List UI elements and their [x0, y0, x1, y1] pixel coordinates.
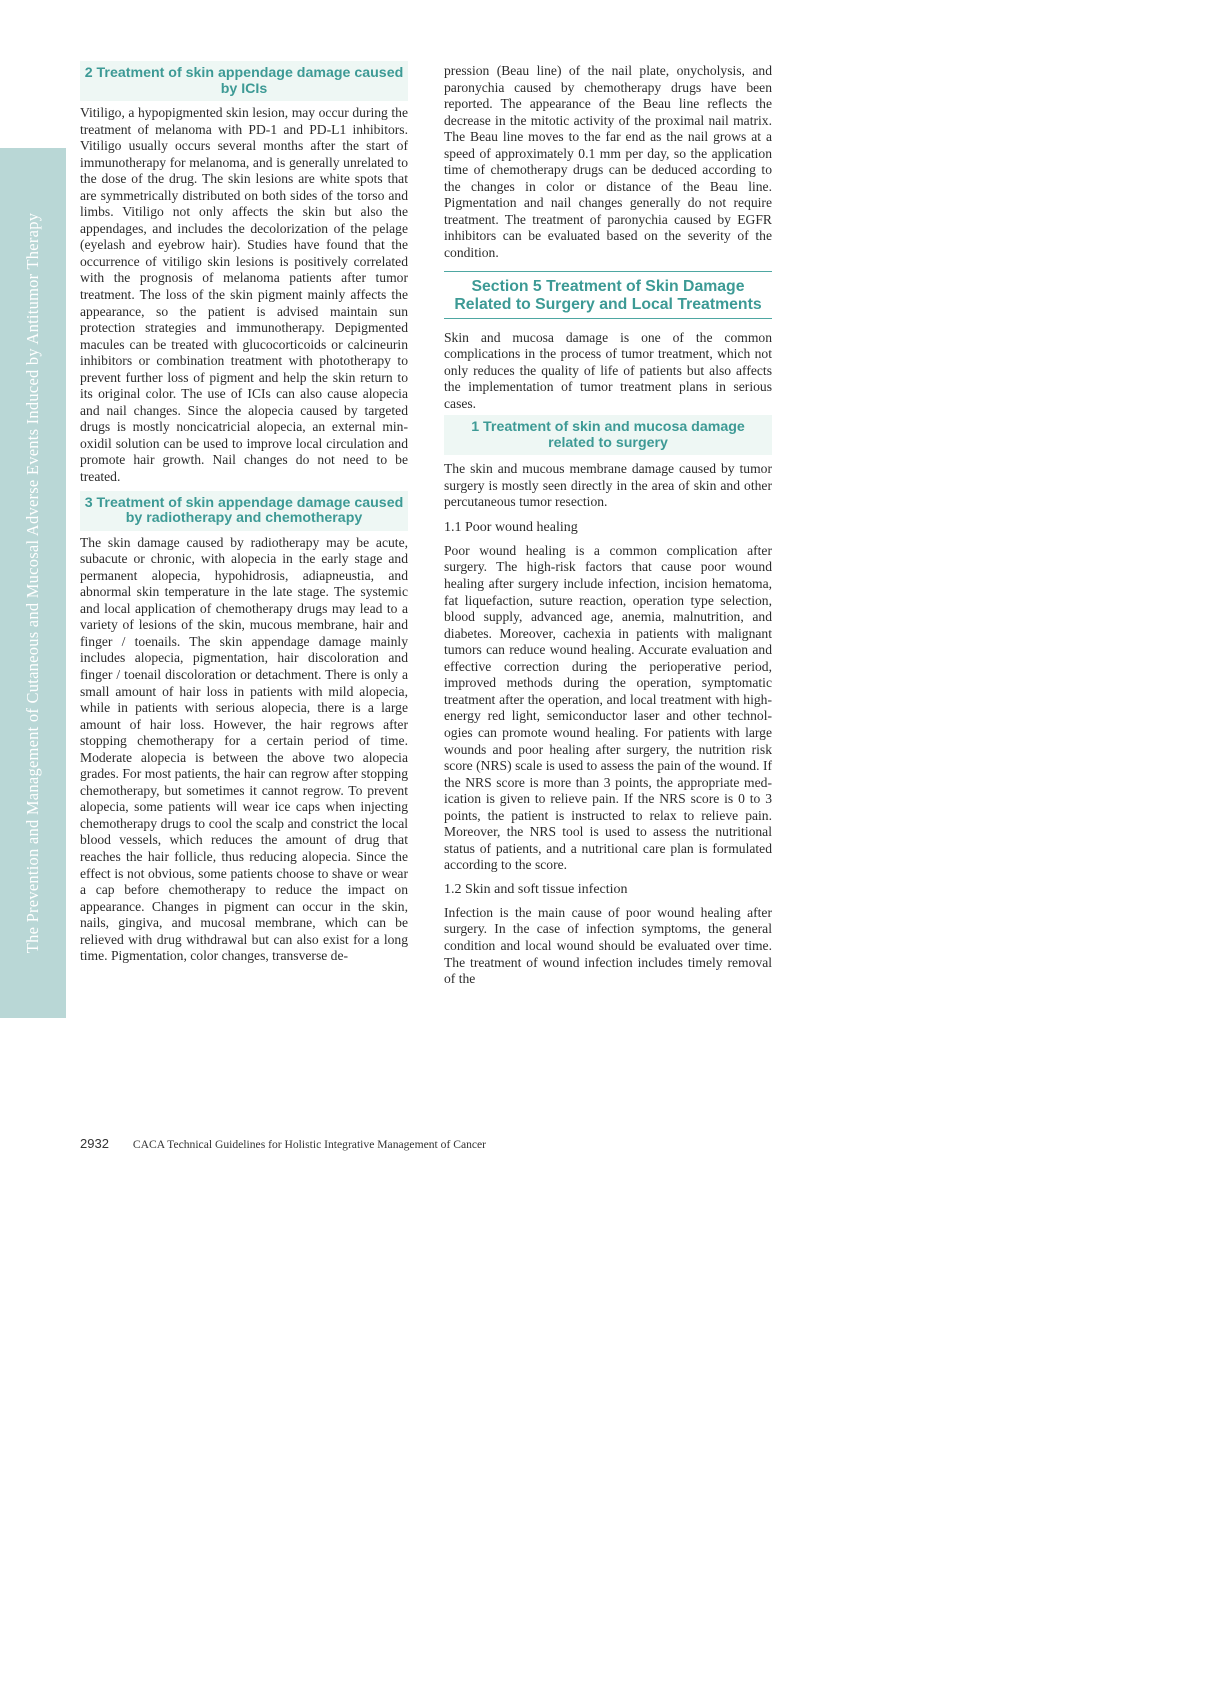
subheading-1: 1 Treatment of skin and mucosa damage related to surgery	[444, 415, 772, 455]
paragraph-infection: Infection is the main cause of poor wound healing after surgery. In the case of infection symptoms, the general condition and local wound should be evaluated over time. The treatment of wound infection includes timely removal of the	[444, 904, 772, 987]
chapter-title-vertical: The Prevention and Management of Cutaneous and Mucosal Adverse Events Induced by Antitumor Therapy	[23, 212, 42, 954]
subheading-1-2: 1.2 Skin and soft tissue infection	[444, 881, 628, 897]
paragraph-poor-wound-healing: Poor wound healing is a common complication after surgery. The high-risk factors that cause poor wound healing after surgery include infection, incision hematoma, fat liquefaction, suture reaction, operation type selection, blood supply, advanced age, anemia, malnutrition, and diabetes. Moreover, cachexia in patients with malignant tumors can reduce wound healing. Accurate evaluation and effective correction during the perioperative period, improved methods during the operation, symptomatic treatment after the operation, and local treatment with high-energy red light, semiconductor laser and other technologies can promote wound healing. For patients with large wounds and poor healing after surgery, the nutrition risk score (NRS) scale is used to assess the pain of the wound. If the NRS score is more than 3 points, the appropriate medication is given to relieve pain. If the NRS score is 0 to 3 points, the patient is instructed to relax to relieve pain. Moreover, the NRS tool is used to assess the nutritional status of patients, and a nutritional care plan is formulated according to the score.	[444, 542, 772, 873]
page-number: 2932	[80, 1136, 109, 1151]
side-tab-running-title	[0, 148, 66, 1018]
subheading-2: 2 Treatment of skin appendage damage caused by ICIs	[80, 61, 408, 101]
subheading-3: 3 Treatment of skin appendage damage caused by radiotherapy and chemotherapy	[80, 491, 408, 531]
footer-running-title: CACA Technical Guidelines for Holistic Integrative Management of Cancer	[132, 1138, 487, 1151]
paragraph-continued: pression (Beau line) of the nail plate, onycholysis, and paronychia caused by chemotherapy drugs have been reported. The appearance of the Beau line reflects the decrease in the mitotic activity of the proximal nail matrix. The Beau line moves to the far end as the nail grows at a speed of approximately 0.1 mm per day, so the application time of chemotherapy drugs can be deduced according to the changes in color or distance of the Beau line. Pigmentation and nail changes generally do not require treatment. The treatment of paronychia caused by EGFR inhibitors can be evaluated based on the severity of the condition.	[444, 63, 772, 261]
paragraph-surgery-damage: The skin and mucous membrane damage caused by tumor surgery is mostly seen directly in the area of skin and other percutaneous tumor resection.	[444, 461, 772, 510]
paragraph-radio-chemo-appendage: The skin damage caused by radiotherapy may be acute, subacute or chronic, with alopecia in the early stage and permanent alopecia, hypohidrosis, adiapneustia, and abnormal skin temperature in the late stage. The systemic and local application of chemotherapy drugs may lead to a variety of lesions of the skin, mucous membrane, hair and finger / toenails. The skin appendage damage mainly includes alopecia, pigmentation, hair discoloration and finger / toenail discoloration or detachment. There is only a small amount of hair loss in patients with mild alopecia, while in patients with serious alopecia, there is a large amount of hair loss. However, the hair regrows after stopping chemotherapy for a certain period of time. Moderate alopecia is between the above two alopecia grades. For most patients, the hair can regrow after stopping chemotherapy, but sometimes it cannot regrow. To prevent alopecia, some patients will wear ice caps when injecting chemotherapy drugs to cool the scalp and constrict the local blood vessels, which reduces the amount of drug that reaches the hair follicle, thus reducing alopecia. Since the effect is not obvious, some patients choose to shave or wear a cap before chemotherapy to reduce the impact on appearance. Changes in pigment can occur in the skin, nails, gingiva, and mucosal membrane, which can be relieved with drug withdrawal but can also exist for a long time. Pigmentation, color changes, transverse de-	[80, 534, 408, 964]
section-5-intro: Skin and mucosa damage is one of the common complications in the process of tumor treatment, which not only reduces the quality of life of patients but also affects the implementation of tumor treatment plans in serious cases.	[444, 329, 772, 411]
section-5-heading: Section 5 Treatment of Skin Damage Related to Surgery and Local Treatments	[444, 271, 772, 319]
left-column	[80, 61, 408, 965]
paragraph-ici-appendage: Vitiligo, a hypopigmented skin lesion, may occur during the treatment of melanoma with PD-1 and PD-L1 inhibitors. Vitiligo usually occurs several months after the start of immunotherapy for melanoma, and is generally unrelated to the dose of the drug. The skin lesions are white spots that are symmetrically distributed on both sides of the torso and limbs. Vitiligo not only affects the skin but also the appendages, and includes the decolorization of the pelage (eyelash and eyebrow hair). Studies have found that the occurrence of vitiligo skin lesions is positively correlated with the prognosis of melanoma patients after tumor treatment. The loss of the skin pigment mainly affects the appearance, so the patient is advised maintain sun protection strategies and immunotherapy. Depigmented macules can be treated with glucocorticoids or calcineurin inhibitors or combination treatment with phototherapy to prevent further loss of pigment and help the skin return to its original color. The use of ICIs can also cause alopecia and nail changes. Since the alopecia caused by targeted drugs is mostly noncicatricial alopecia, an external minoxidil solution can be used to improve local circulation and promote hair growth. Nail changes do not need to be treated.	[80, 105, 408, 485]
page-footer	[80, 1135, 486, 1153]
subheading-1-1: 1.1 Poor wound healing	[444, 519, 578, 535]
right-column	[444, 61, 772, 988]
